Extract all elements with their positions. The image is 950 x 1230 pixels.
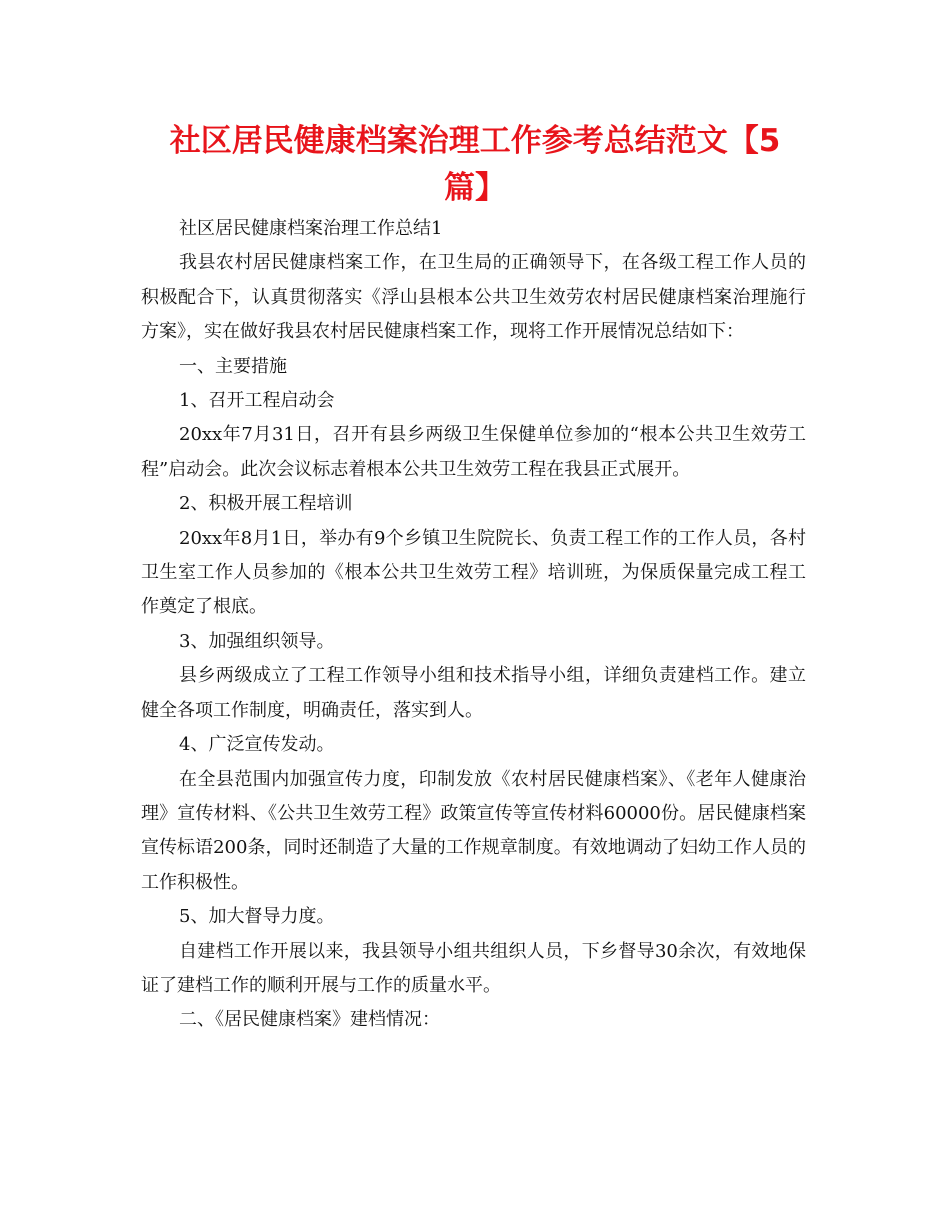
paragraph: 20xx年7月31日，召开有县乡两级卫生保健单位参加的“根本公共卫生效劳工程”启动会。此次会议标志着根本公共卫生效劳工程在我县正式展开。 — [141, 424, 806, 480]
paragraph: 我县农村居民健康档案工作，在卫生局的正确领导下，在各级工程工作人员的积极配合下，认真贯彻落实《浮山县根本公共卫生效劳农村居民健康档案治理施行方案》，实在做好我县农村居民健康档案工作，现将工作开展情况总结如下： — [141, 252, 806, 343]
paragraph: 县乡两级成立了工程工作领导小组和技术指导小组，详细负责建档工作。建立健全各项工作制度，明确责任，落实到人。 — [141, 665, 806, 721]
subsection-heading: 3、加强组织领导。 — [179, 630, 335, 652]
section-heading: 一、主要措施 — [179, 355, 287, 377]
paragraph: 社区居民健康档案治理工作总结1 — [179, 218, 443, 239]
subsection-heading: 2、积极开展工程培训 — [179, 493, 353, 515]
subsection-heading: 4、广泛宣传发动。 — [179, 734, 335, 756]
subsection-heading: 5、加大督导力度。 — [179, 906, 335, 928]
subsection-heading: 1、召开工程启动会 — [179, 390, 335, 412]
paragraph: 自建档工作开展以来，我县领导小组共组织人员，下乡督导30余次，有效地保证了建档工作的顺利开展与工作的质量水平。 — [141, 940, 806, 996]
document-body — [141, 212, 806, 1038]
document-title: 社区居民健康档案治理工作参考总结范文【5篇】 — [169, 123, 781, 206]
paragraph: 20xx年8月1日，举办有9个乡镇卫生院院长、负责工程工作的工作人员，各村卫生室工作人员参加的《根本公共卫生效劳工程》培训班，为保质保量完成工程工作奠定了根底。 — [141, 527, 806, 618]
paragraph: 在全县范围内加强宣传力度，印制发放《农村居民健康档案》、《老年人健康治理》宣传材料、《公共卫生效劳工程》政策宣传等宣传材料60000份。居民健康档案宣传标语200条，同时还制造了大量的工作规章制度。有效地调动了妇幼工作人员的工作积极性。 — [141, 768, 806, 893]
section-heading: 二、《居民健康档案》建档情况： — [179, 1009, 440, 1031]
